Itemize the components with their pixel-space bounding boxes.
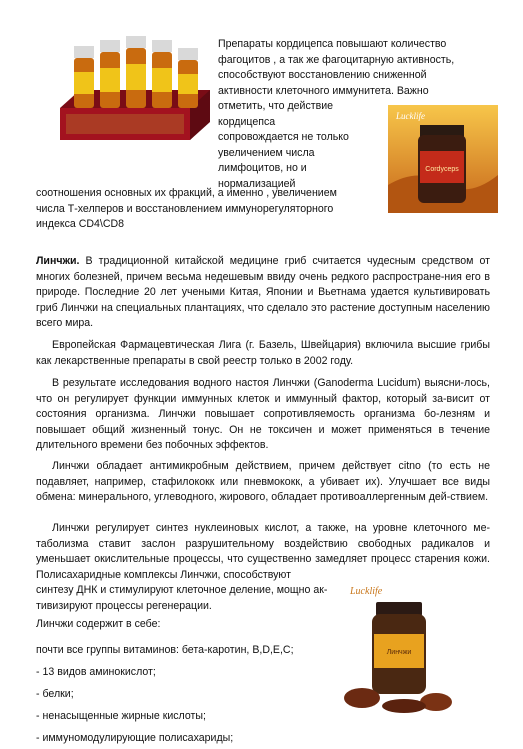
lingzhi-paragraph-5-cont xyxy=(36,583,336,614)
jar-label-1: Cordyceps xyxy=(425,166,459,173)
brand-logo: Lucklife xyxy=(396,111,425,121)
intro-line: сопровождается не только xyxy=(218,131,349,143)
cordyceps-box-image xyxy=(60,30,212,158)
intro-text-mid xyxy=(218,99,388,192)
lingzhi-paragraph-4: Линчжи обладает антимикробным действием, причем действует citno (то есть не подавляет, например, стафилококк или пневмококк, а убивает их). Улучшает все виды обмена: минерального, углеводного, жирового, обладает противоаллергенным дей-ствием. xyxy=(36,460,490,503)
intro-line: нормализацией xyxy=(218,177,296,190)
lingzhi-paragraph-2: Европейская Фармацевтическая Лига (г. Базель, Швейцария) включила высшие грибы как лекарственные препараты в свой реестр только в 2002 году. xyxy=(36,339,490,367)
intro-line: Препараты кордицепса повышают количество xyxy=(218,38,447,50)
intro-text-top xyxy=(218,37,492,99)
list-item: - иммуномодулирующие полисахариды; xyxy=(36,732,234,744)
intro-line: индекса CD4\CD8 xyxy=(36,218,125,230)
jar-label-2: Линчжи xyxy=(386,649,412,656)
intro-line: активности клеточного иммунитета. Важно xyxy=(218,84,429,97)
list-item: - 13 видов аминокислот; xyxy=(36,666,156,678)
intro-text-bottom xyxy=(36,186,490,233)
intro-line: увеличением числа xyxy=(218,146,315,159)
intro-line: способствуют восстановлению сниженной xyxy=(218,69,427,81)
intro-line: кордицепса xyxy=(218,115,276,128)
text-line: тивизируют процессы регенерации. xyxy=(36,599,212,612)
lingzhi-p1-text: В традиционной китайской медицине гриб считается чудесным средством от многих болезней, причем весьма недешевым ввиду очень редкого распростране-ния его в природе. Последние 20 лет учеными Китая, Японии и Вьетнама удается культивировать гриб Линчжи на специальных плантациях, что сделало это растение доступным населению всего мира. xyxy=(36,255,490,329)
lingzhi-jar-image xyxy=(344,576,452,714)
brand-logo-2: Lucklife xyxy=(350,586,383,597)
list-item: - белки; xyxy=(36,688,74,700)
intro-line: числа Т-хелперов и восстановлением иммунорегуляторного xyxy=(36,202,334,215)
list-item: - ненасыщенные жирные кислоты; xyxy=(36,710,206,722)
lingzhi-contains-title: Линчжи содержит в себе: xyxy=(36,618,161,630)
intro-line: лимфоцитов, но и xyxy=(218,162,307,174)
list-item: почти все группы витаминов: бета-каротин, B,D,E,C; xyxy=(36,644,294,656)
intro-line: отметить, что действие xyxy=(218,100,334,112)
lingzhi-paragraph-5: Линчжи регулирует синтез нуклеиновых кислот, а также, на уровне клеточного ме-таболизма ставит заслон разрушительному воздействию свободных радикалов и уменьшает окислительные процессы, что существенно замедляет процесс старения кожи. Полисахаридные комплексы Линчжи, способствуют xyxy=(36,522,490,581)
intro-line: соотношения основных их фракций, а именно , увеличением xyxy=(36,187,337,199)
lingzhi-title: Линчжи. xyxy=(36,255,80,267)
composition-list xyxy=(36,639,336,749)
text-line: синтезу ДНК и стимулируют клеточное деление, мощно ак- xyxy=(36,584,328,596)
intro-line: фагоцитов , а так же фагоцитарную активность, xyxy=(218,53,455,66)
lingzhi-paragraph-1 xyxy=(36,254,490,332)
lingzhi-paragraph-3: В результате исследования водного настоя Линчжи (Ganoderma Lucidum) выясни-лось, что он регулирует функции иммунных клеток и иммунный фактор, который за-висит от состояния организма. Линчжи повышает сопротивляемость организма бо-лезням и повышает общий жизненный тонус. Он не токсичен и может применяться в течение длительного времени без побочных эффектов. xyxy=(36,377,490,451)
